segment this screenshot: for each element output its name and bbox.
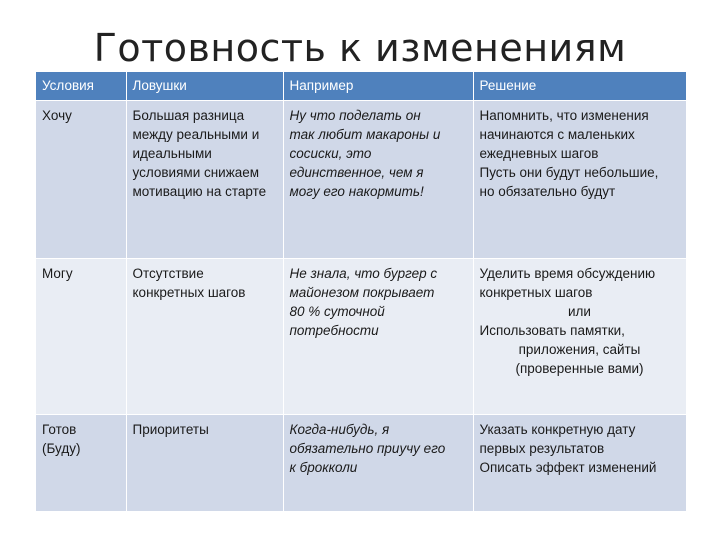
cell-text: потребности: [289, 323, 379, 338]
cell-text: идеальными: [132, 146, 212, 161]
cell-text: Отсутствие: [132, 266, 204, 281]
cell-text: Ну что поделать он: [289, 108, 421, 123]
cell-example: [283, 415, 473, 512]
table-header-row: [36, 72, 686, 101]
cell-text: конкретных шагов: [479, 285, 593, 300]
table-row: [36, 101, 686, 259]
cell-text: Готов: [42, 422, 77, 437]
cell-example: [283, 101, 473, 259]
cell-text: Большая разница: [132, 108, 245, 123]
cell-trap: [126, 101, 283, 259]
cell-text: Не знала, что бургер с: [289, 266, 438, 281]
cell-text: единственное, чем я: [289, 165, 424, 180]
page-title: Готовность к изменениям: [93, 26, 627, 70]
cell-solution: [473, 415, 686, 512]
readiness-table: [36, 72, 687, 511]
cell-trap: [126, 415, 283, 512]
cell-text: 80 % суточной: [289, 304, 385, 319]
cell-text: Указать конкретную дату: [479, 422, 636, 437]
header-example: Например: [283, 72, 473, 101]
cell-solution: [473, 259, 686, 415]
cell-condition: [36, 259, 126, 415]
cell-text: условиями снижаем: [132, 165, 260, 180]
cell-text: первых результатов: [479, 441, 605, 456]
cell-text: так любит макароны и: [289, 127, 441, 142]
cell-text: конкретных шагов: [132, 285, 246, 300]
table-row: [36, 415, 686, 512]
cell-solution: [473, 101, 686, 259]
cell-text: Напомнить, что изменения: [479, 108, 649, 123]
cell-text: майонезом покрывает: [289, 285, 435, 300]
cell-example: [283, 259, 473, 415]
cell-text: мотивацию на старте: [132, 184, 267, 199]
cell-trap: [126, 259, 283, 415]
header-traps: Ловушки: [126, 72, 283, 101]
cell-text: Использовать памятки,: [479, 323, 625, 338]
cell-text: Описать эффект изменений: [479, 460, 657, 475]
cell-text: обязательно приучу его: [289, 441, 446, 456]
cell-condition: [36, 101, 126, 259]
cell-text: Могу: [42, 266, 73, 281]
cell-text: (проверенные вами): [515, 361, 644, 376]
cell-text: Пусть они будут небольшие,: [479, 165, 659, 180]
cell-text: но обязательно будут: [479, 184, 616, 199]
cell-text: Уделить время обсуждению: [479, 266, 656, 281]
header-conditions: Условия: [36, 72, 126, 101]
header-solution: Решение: [473, 72, 686, 101]
cell-text: приложения, сайты: [518, 342, 641, 357]
cell-text: (Буду): [42, 441, 81, 456]
table-row: [36, 259, 686, 415]
cell-condition: [36, 415, 126, 512]
cell-text: ежедневных шагов: [479, 146, 599, 161]
cell-text: могу его накормить!: [289, 184, 424, 199]
cell-text: сосиски, это: [289, 146, 372, 161]
cell-text: Приоритеты: [132, 422, 209, 437]
cell-text: начинаются с маленьких: [479, 127, 635, 142]
cell-text: или: [568, 304, 591, 319]
cell-text: Хочу: [42, 108, 72, 123]
cell-text: между реальными и: [132, 127, 260, 142]
cell-text: к брокколи: [289, 460, 358, 475]
cell-text: Когда-нибудь, я: [289, 422, 390, 437]
